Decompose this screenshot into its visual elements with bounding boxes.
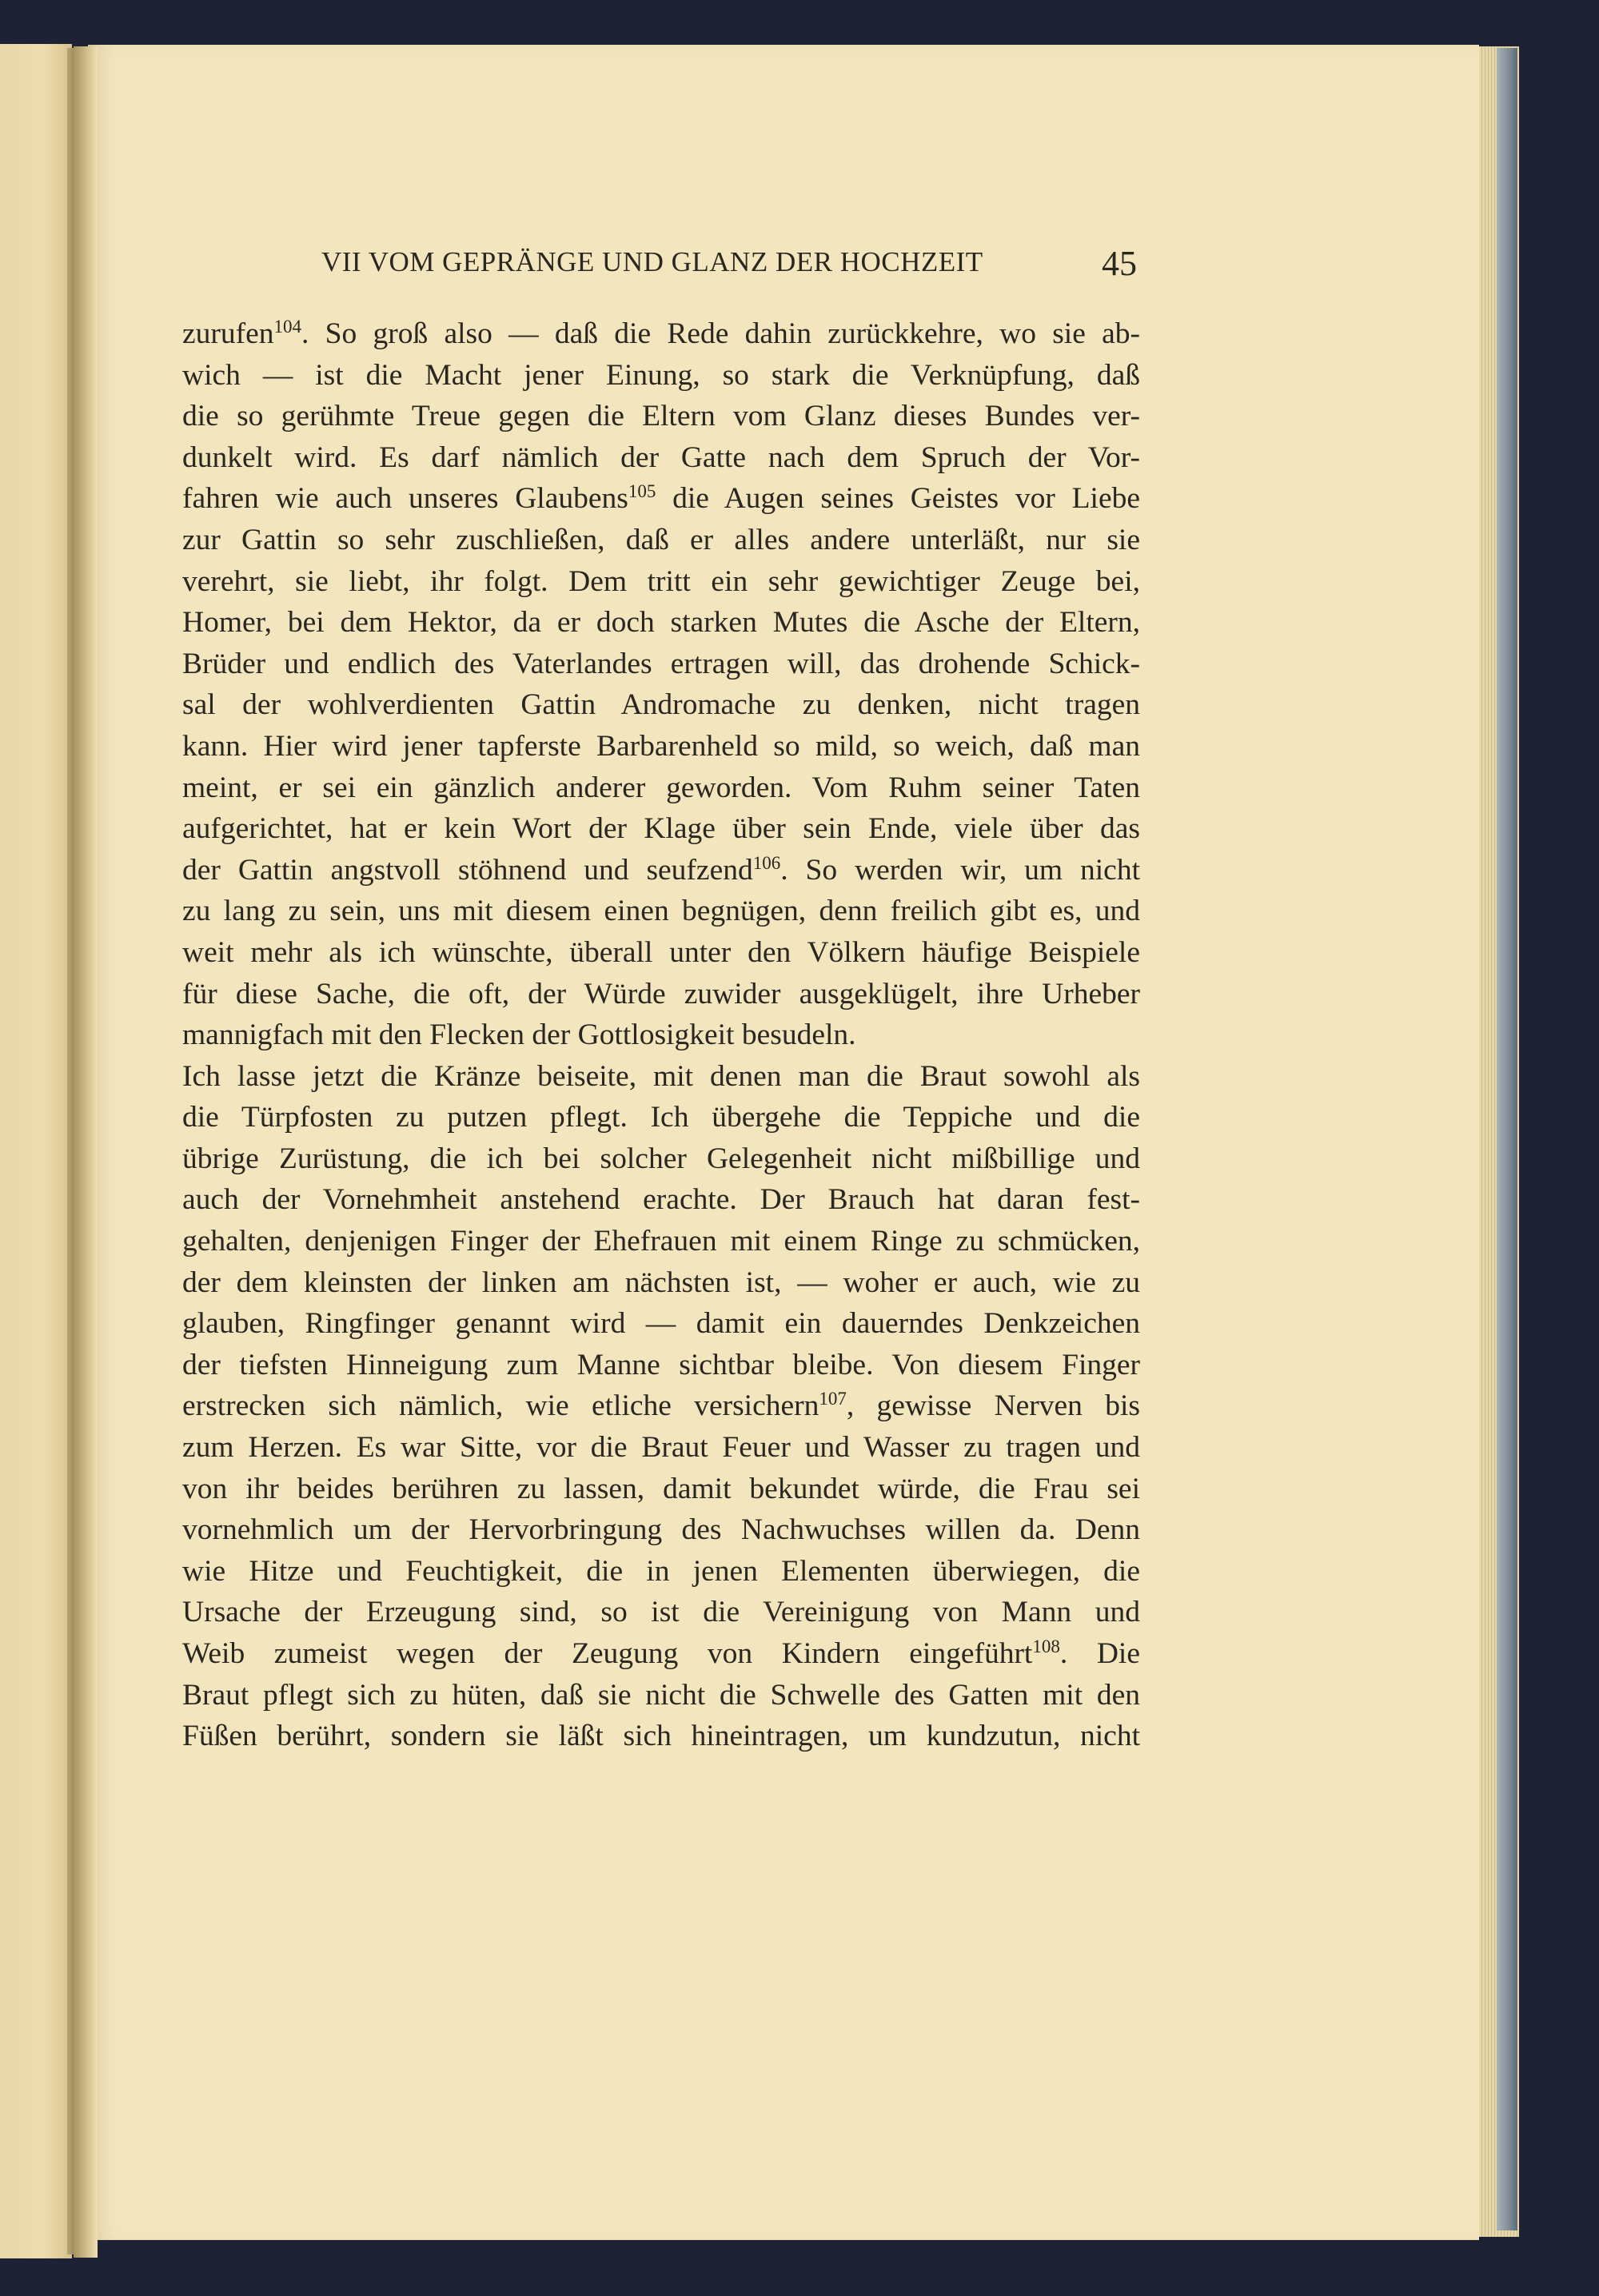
- text-segment: sal der wohlverdienten Gattin Andromache zu denken, nicht tragen: [182, 688, 1140, 722]
- text-line: [182, 1385, 1140, 1427]
- footnote-ref: 108: [1032, 1636, 1060, 1656]
- text-line: [182, 1097, 1140, 1138]
- text-segment: Homer, bei dem Hektor, da er doch starken Mutes die Asche der Eltern,: [182, 606, 1140, 640]
- text-segment: erstrecken sich nämlich, wie etliche versichern: [182, 1389, 819, 1423]
- text-line: [182, 1551, 1140, 1592]
- text-line: [182, 891, 1140, 932]
- text-segment: die Türpfosten zu putzen pflegt. Ich übergehe die Teppiche und die: [182, 1101, 1140, 1134]
- text-segment: Brüder und endlich des Vaterlandes ertragen will, das drohende Schick-: [182, 647, 1140, 680]
- text-line: [182, 1469, 1140, 1510]
- facing-page-edge: [0, 44, 72, 2258]
- text-segment: . So groß also — daß die Rede dahin zurückkehre, wo sie ab-: [301, 317, 1140, 350]
- text-line: [182, 1138, 1140, 1180]
- text-line: [182, 561, 1140, 603]
- text-segment: gehalten, denjenigen Finger der Ehefrauen mit einem Ringe zu schmücken,: [182, 1225, 1140, 1258]
- text-line: [182, 1262, 1140, 1304]
- footnote-ref: 107: [819, 1389, 847, 1409]
- text-segment: die so gerühmte Treue gegen die Eltern vom Glanz dieses Bundes ver-: [182, 400, 1140, 433]
- footnote-ref: 106: [752, 852, 781, 873]
- text-segment: der tiefsten Hinneigung zum Manne sichtbar bleibe. Von diesem Finger: [182, 1348, 1140, 1381]
- text-line: [182, 520, 1140, 561]
- text-segment: mannigfach mit den Flecken der Gottlosigkeit besudeln.: [182, 1018, 856, 1052]
- text-segment: Braut pflegt sich zu hüten, daß sie nicht die Schwelle des Gatten mit den: [182, 1678, 1140, 1712]
- text-segment: weit mehr als ich wünschte, überall unter den Völkern häufige Beispiele: [182, 935, 1140, 969]
- text-line: [182, 1509, 1140, 1551]
- text-line: [182, 1592, 1140, 1633]
- page-number: 45: [1102, 244, 1137, 283]
- text-line: [182, 644, 1140, 685]
- text-line: [182, 1633, 1140, 1675]
- text-line: [182, 932, 1140, 974]
- text-segment: von ihr beides berühren zu lassen, damit bekundet würde, die Frau sei: [182, 1472, 1140, 1505]
- text-line: [182, 808, 1140, 850]
- text-segment: der Gattin angstvoll stöhnend und seufzend: [182, 853, 753, 887]
- running-header: VII VOM GEPRÄNGE UND GLANZ DER HOCHZEIT: [321, 246, 983, 277]
- text-segment: dunkelt wird. Es darf nämlich der Gatte nach dem Spruch der Vor-: [182, 440, 1140, 474]
- text-segment: , gewisse Nerven bis: [846, 1389, 1140, 1423]
- text-segment: meint, er sei ein gänzlich anderer geworden. Vom Ruhm seiner Taten: [182, 771, 1140, 804]
- text-line: [182, 396, 1140, 437]
- text-line: [182, 355, 1140, 397]
- text-segment: Weib zumeist wegen der Zeugung von Kindern eingeführt: [182, 1637, 1033, 1670]
- text-line: [182, 850, 1140, 891]
- footnote-ref: 104: [273, 317, 302, 337]
- text-segment: Füßen berührt, sondern sie läßt sich hineintragen, um kundzutun, nicht: [182, 1720, 1140, 1753]
- text-segment: der dem kleinsten der linken am nächsten ist, — woher er auch, wie zu: [182, 1266, 1140, 1299]
- text-line: [182, 1014, 1140, 1056]
- text-line: [182, 1675, 1140, 1716]
- text-segment: verehrt, sie liebt, ihr folgt. Dem tritt ein sehr gewichtiger Zeuge bei,: [182, 564, 1140, 598]
- text-line: [182, 1303, 1140, 1345]
- text-line: [182, 1221, 1140, 1262]
- text-line: [182, 1427, 1140, 1469]
- text-segment: glauben, Ringfinger genannt wird — damit ein dauerndes Denkzeichen: [182, 1307, 1140, 1341]
- footnote-ref: 105: [628, 481, 656, 502]
- text-line: [182, 684, 1140, 726]
- text-segment: kann. Hier wird jener tapferste Barbarenheld so mild, so weich, daß man: [182, 729, 1140, 763]
- text-segment: zu lang zu sein, uns mit diesem einen begnügen, denn freilich gibt es, und: [182, 895, 1140, 928]
- text-segment: wie Hitze und Feuchtigkeit, die in jenen Elementen überwiegen, die: [182, 1554, 1140, 1588]
- text-segment: fahren wie auch unseres Glaubens: [182, 482, 628, 516]
- text-segment: übrige Zurüstung, die ich bei solcher Gelegenheit nicht mißbillige und: [182, 1142, 1140, 1175]
- text-segment: für diese Sache, die oft, der Würde zuwider ausgeklügelt, ihre Urheber: [182, 977, 1140, 1010]
- text-line: [182, 726, 1140, 767]
- text-line: [182, 1716, 1140, 1757]
- text-line: [182, 1345, 1140, 1386]
- text-segment: Ich lasse jetzt die Kränze beiseite, mit denen man die Braut sowohl als: [182, 1059, 1140, 1093]
- text-line: [182, 974, 1140, 1015]
- text-line: [182, 313, 1140, 355]
- text-segment: vornehmlich um der Hervorbringung des Nachwuchses willen da. Denn: [182, 1513, 1140, 1547]
- text-line: [182, 437, 1140, 479]
- text-line: [182, 602, 1140, 644]
- gutter-shadow: [74, 46, 98, 2258]
- text-segment: zurufen: [182, 317, 274, 350]
- text-segment: . So werden wir, um nicht: [780, 853, 1140, 887]
- text-segment: die Augen seines Geistes vor Liebe: [656, 482, 1140, 516]
- text-segment: zum Herzen. Es war Sitte, vor die Braut Feuer und Wasser zu tragen und: [182, 1431, 1140, 1465]
- body-text: [182, 313, 1140, 1757]
- text-line: [182, 1056, 1140, 1098]
- text-segment: auch der Vornehmheit anstehend erachte. Der Brauch hat daran fest-: [182, 1183, 1140, 1217]
- text-segment: zur Gattin so sehr zuschließen, daß er alles andere unterläßt, nur sie: [182, 523, 1140, 556]
- text-segment: . Die: [1059, 1637, 1140, 1670]
- text-segment: wich — ist die Macht jener Einung, so stark die Verknüpfung, daß: [182, 358, 1140, 392]
- text-line: [182, 1179, 1140, 1221]
- text-segment: aufgerichtet, hat er kein Wort der Klage über sein Ende, viele über das: [182, 812, 1140, 846]
- text-line: [182, 478, 1140, 520]
- text-line: [182, 767, 1140, 809]
- cover-edge: [1497, 48, 1517, 2230]
- text-segment: Ursache der Erzeugung sind, so ist die Vereinigung von Mann und: [182, 1596, 1140, 1629]
